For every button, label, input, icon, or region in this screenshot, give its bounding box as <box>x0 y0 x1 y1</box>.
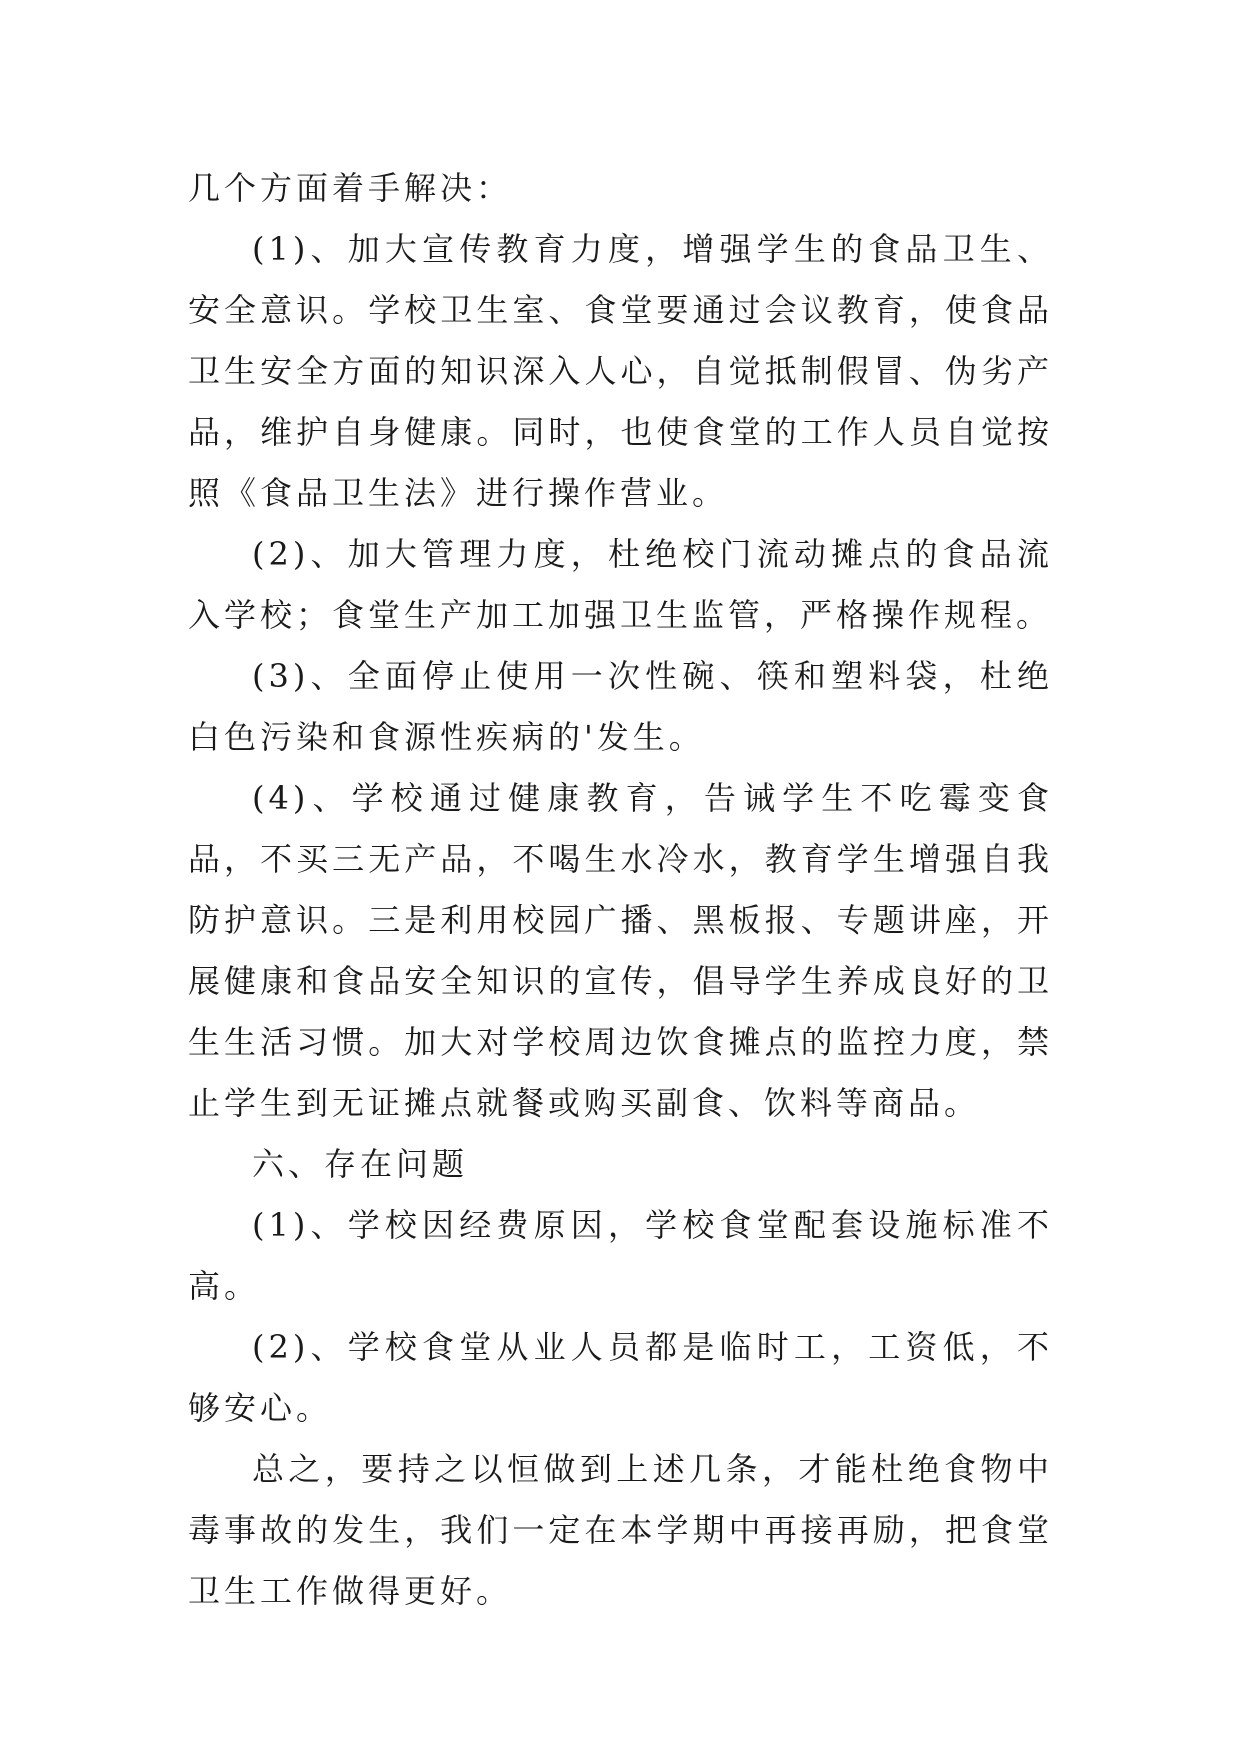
section-heading-problems: 六、存在问题 <box>252 1145 469 1183</box>
paragraph-item-1: (1)、加大宣传教育力度，增强学生的食品卫生、安全意识。学校卫生室、食堂要通过会议教育，使食品卫生安全方面的知识深入人心，自觉抵制假冒、伪劣产品，维护自身健康。同时，也使食堂的工作人员自觉按照《食品卫生法》进行操作营业。 <box>188 230 1053 512</box>
paragraph-item-3: (3)、全面停止使用一次性碗、筷和塑料袋，杜绝白色污染和食源性疾病的'发生。 <box>188 657 1053 756</box>
paragraph-problem-2: (2)、学校食堂从业人员都是临时工，工资低，不够安心。 <box>188 1328 1053 1427</box>
paragraph-item-4: (4)、学校通过健康教育，告诫学生不吃霉变食品，不买三无产品，不喝生水冷水，教育学生增强自我防护意识。三是利用校园广播、黑板报、专题讲座，开展健康和食品安全知识的宣传，倡导学生养成良好的卫生生活习惯。加大对学校周边饮食摊点的监控力度，禁止学生到无证摊点就餐或购买副食、饮料等商品。 <box>188 779 1053 1122</box>
paragraph-problem-1: (1)、学校因经费原因，学校食堂配套设施标准不高。 <box>188 1206 1053 1305</box>
paragraph-conclusion: 总之，要持之以恒做到上述几条，才能杜绝食物中毒事故的发生，我们一定在本学期中再接再励，把食堂卫生工作做得更好。 <box>188 1450 1053 1610</box>
paragraph-item-2: (2)、加大管理力度，杜绝校门流动摊点的食品流入学校；食堂生产加工加强卫生监管，严格操作规程。 <box>188 535 1053 634</box>
paragraph-intro: 几个方面着手解决： <box>188 169 513 207</box>
document-body <box>188 158 1053 1622</box>
